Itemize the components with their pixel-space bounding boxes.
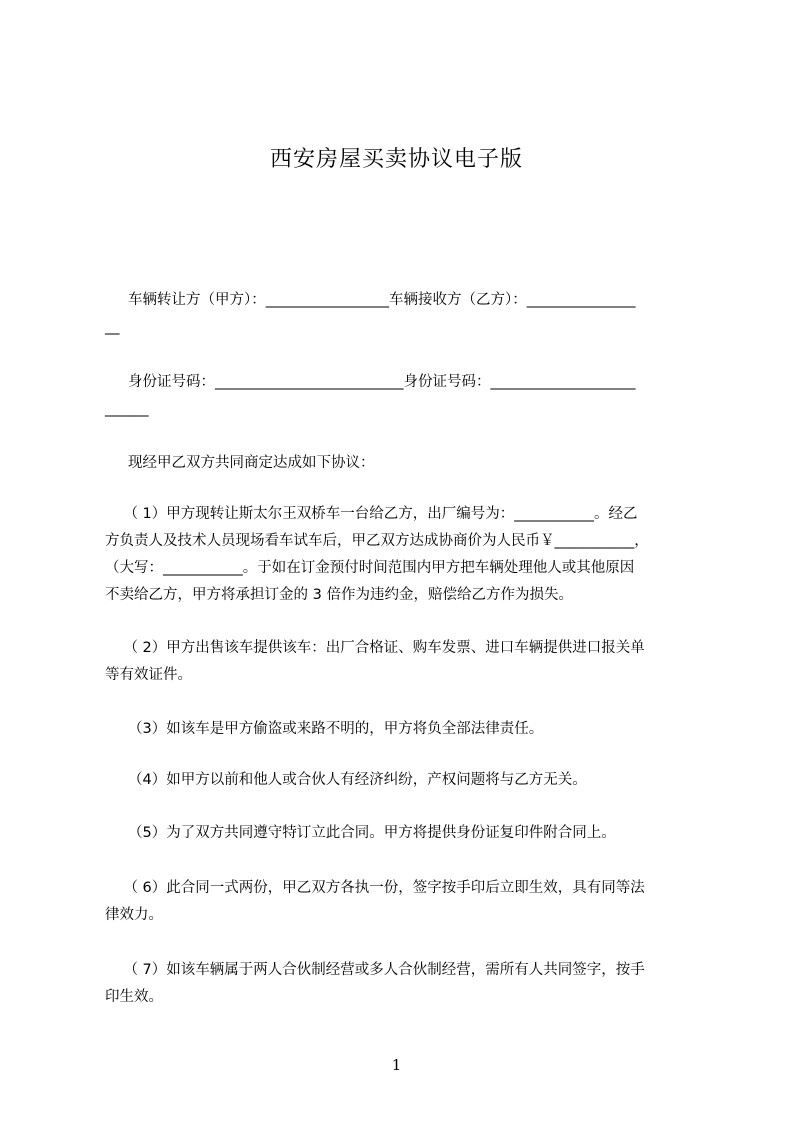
- clause-7: （ 7）如该车辆属于两人合伙制经营或多人合伙制经营，需所有人共同签字，按手 印生效。: [105, 962, 645, 1005]
- document-title: 西安房屋买卖协议电子版: [269, 147, 523, 172]
- clause-4: （4）如甲方以前和他人或合伙人有经济纠纷，产权问题将与乙方无关。: [105, 772, 587, 788]
- agreement-intro: 现经甲乙双方共同商定达成如下协议：: [105, 455, 375, 471]
- clause-5: （5）为了双方共同遵守特订立此合同。甲方将提供身份证复印件附合同上。: [105, 825, 616, 841]
- id-number-line: 身份证号码：__________________________身份证号码：____________________ ______: [105, 374, 636, 417]
- clause-1: （ 1）甲方现转让斯太尔王双桥车一台给乙方，出厂编号为：___________。经乙 方负责人及技术人员现场看车试车后，甲乙双方达成协商价为人民币￥___________， （大写：___________。于如在订金预付时间范围内甲方把车辆处理他人或其他原因 不卖给乙方，甲方将承担订金的 3 倍作为违约金，赔偿给乙方作为损失。: [105, 506, 649, 603]
- page-number: 1: [391, 1056, 402, 1074]
- party-names-line: 车辆转让方（甲方）：_________________车辆接收方（乙方）：_______________ __: [105, 292, 636, 335]
- clause-6: （ 6）此合同一式两份，甲乙双方各执一份，签字按手印后立即生效，具有同等法 律效力。: [105, 880, 645, 923]
- clause-2: （ 2）甲方出售该车提供该车：出厂合格证、购车发票、进口车辆提供进口报关单 等有效证件。: [105, 640, 645, 683]
- clause-3: （3）如该车是甲方偷盗或来路不明的，甲方将负全部法律责任。: [105, 721, 544, 737]
